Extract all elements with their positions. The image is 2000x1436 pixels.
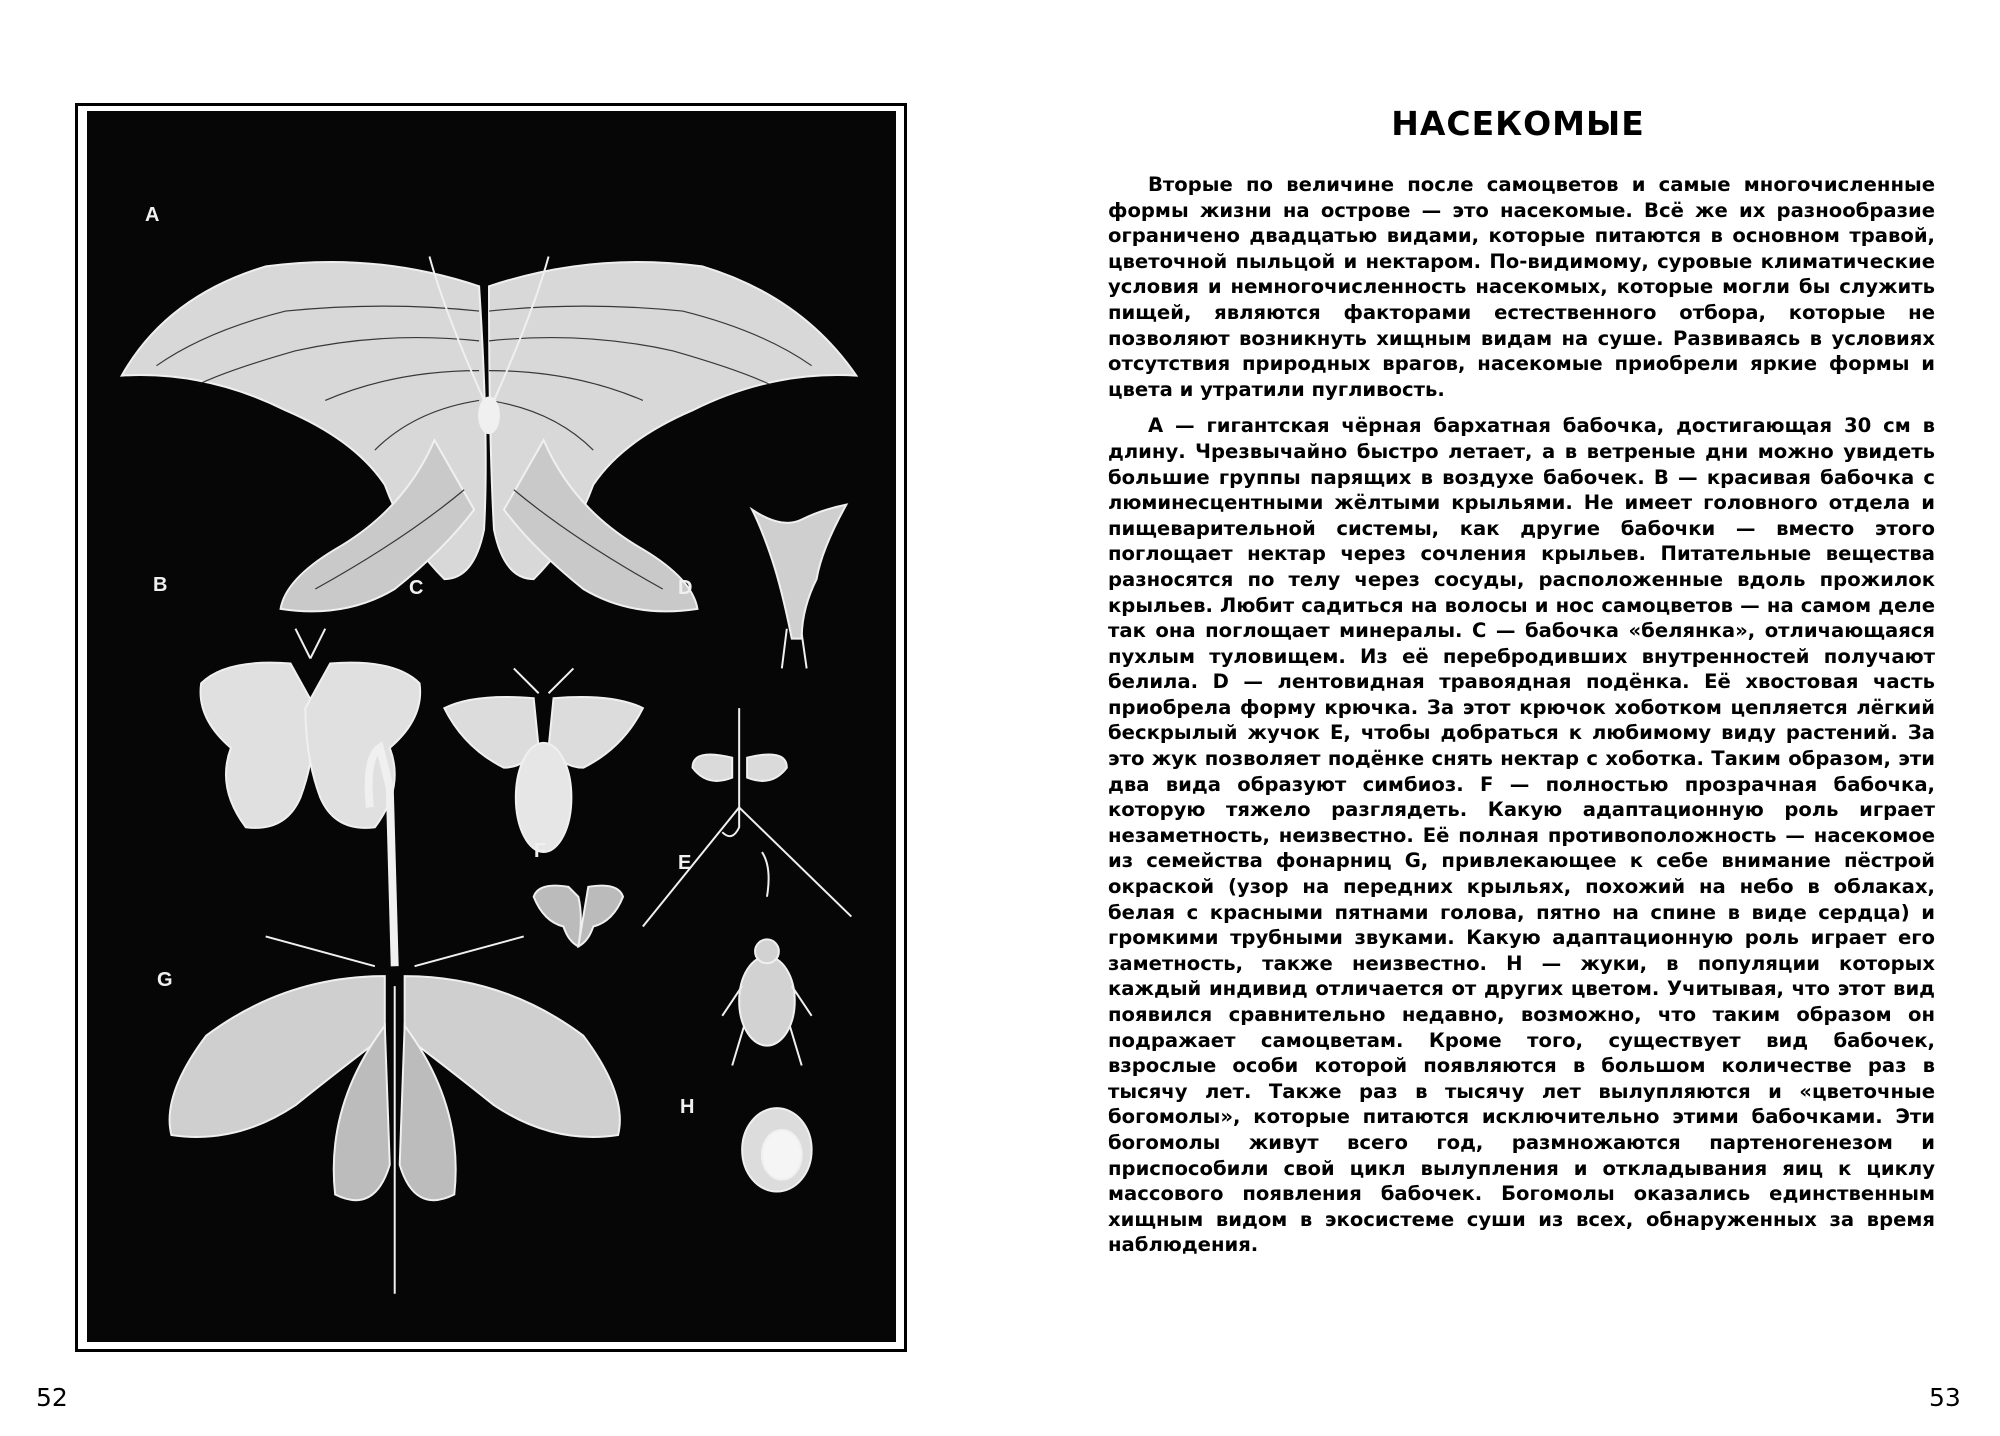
figure-label-g: G	[157, 969, 173, 991]
paragraph-intro: Вторые по величине после самоцветов и самые многочисленные формы жизни на острове — это насекомые. Всё же их разнообразие ограничено двадцатью видами, которые питаются в основном травой, цветочной пыльцой и нектаром. По-видимому, суровые климатические условия и немногочисленность насекомых, которые могли бы служить пищей, являются факторами естественного отбора, которые не позволяют возникнуть хищным видам на суше. Развиваясь в условиях отсутствия природных врагов, насекомые приобрели яркие формы и цвета и утратили пугливость.	[1108, 173, 1935, 401]
insect-a-side-figure	[752, 505, 846, 669]
insect-d-mayfly	[643, 708, 851, 926]
paragraph-species: A — гигантская чёрная бархатная бабочка, достигающая 30 см в длину. Чрезвычайно быстро летает, а в ветреные дни можно увидеть большие группы парящих в воздухе бабочек. B — красивая бабочка с люминесцентными жёлтыми крыльями. Не имеет головного отдела и пищеварительной системы, как другие бабочки — вместо этого поглощает нектар через сочления крыльев. Питательные вещества разносятся по телу через сосуды, расположенные вдоль прожилок крыльев. Любит садиться на волосы и нос самоцветов — на самом деле так она поглощает минералы. C — бабочка «белянка», отличающаяся пухлым туловищем. Из её перебродивших внутренностей получают белила. D — лентовидная травоядная подёнка. Её хвостовая часть приобрела форму крючка. За этот крючок хоботком цепляется лёгкий бескрылый жучок E, чтобы добраться к любимому виду растений. За это жук позволяет подёнке снять нектар с хоботка. Таким образом, эти два вида образуют симбиоз. F — полностью прозрачная бабочка, которую тяжело разглядеть. Какую адаптационную роль играет незаметность, неизвестно. Её полная противоположность — насекомое из семейства фонарниц G, привлекающее к себе внимание пёстрой окраской (узор на передних крыльях, похожий на небо в облаках, белая с красными пятнами голова, пятно на спине в виде сердца) и громкими трубными звуками. Какую адаптационную роль играет его заметность, также неизвестно. H — жуки, в популяции которых каждый индивид отличается от других цветом. Учитывая, что этот вид появился сравнительно недавно, возможно, что таким образом он подражает самоцветам. Кроме того, существует вид бабочек, взрослые особи которой появляются в большом количестве раз в тысячу лет. Также раз в тысячу лет вылупляются и «цветочные богомолы», которые питаются исключительно этими бабочками. Эти богомолы живут всего год, размножаются партеногенезом и приспособили свой цикл вылупления и откладывания яиц к циклу массового появления бабочек. Богомолы оказались единственным хищным видом в экосистеме суши из всех, обнаруженных за время наблюдения.	[1108, 414, 1935, 1257]
insect-plate	[87, 111, 896, 1342]
figure-label-b: B	[153, 574, 168, 596]
insect-c-moth	[444, 668, 643, 852]
page-number-left: 52	[36, 1383, 68, 1412]
insect-h-beetle	[742, 1108, 811, 1191]
insect-a-butterfly	[122, 256, 857, 611]
figure-label-a: A	[145, 204, 160, 226]
figure-label-f: F	[534, 840, 547, 862]
article-body	[1108, 172, 1935, 1269]
figure-label-h: H	[680, 1096, 695, 1118]
illustration-frame	[75, 103, 907, 1352]
figure-label-c: C	[409, 577, 424, 599]
figure-label-e: E	[678, 852, 692, 874]
insect-illustration	[87, 111, 896, 1342]
page-number-right: 53	[1929, 1383, 1961, 1412]
insect-f-butterfly	[534, 886, 623, 947]
article-title: НАСЕКОМЫЕ	[1391, 104, 1645, 143]
insect-e-beetle	[722, 852, 811, 1065]
figure-label-d: D	[678, 577, 693, 599]
